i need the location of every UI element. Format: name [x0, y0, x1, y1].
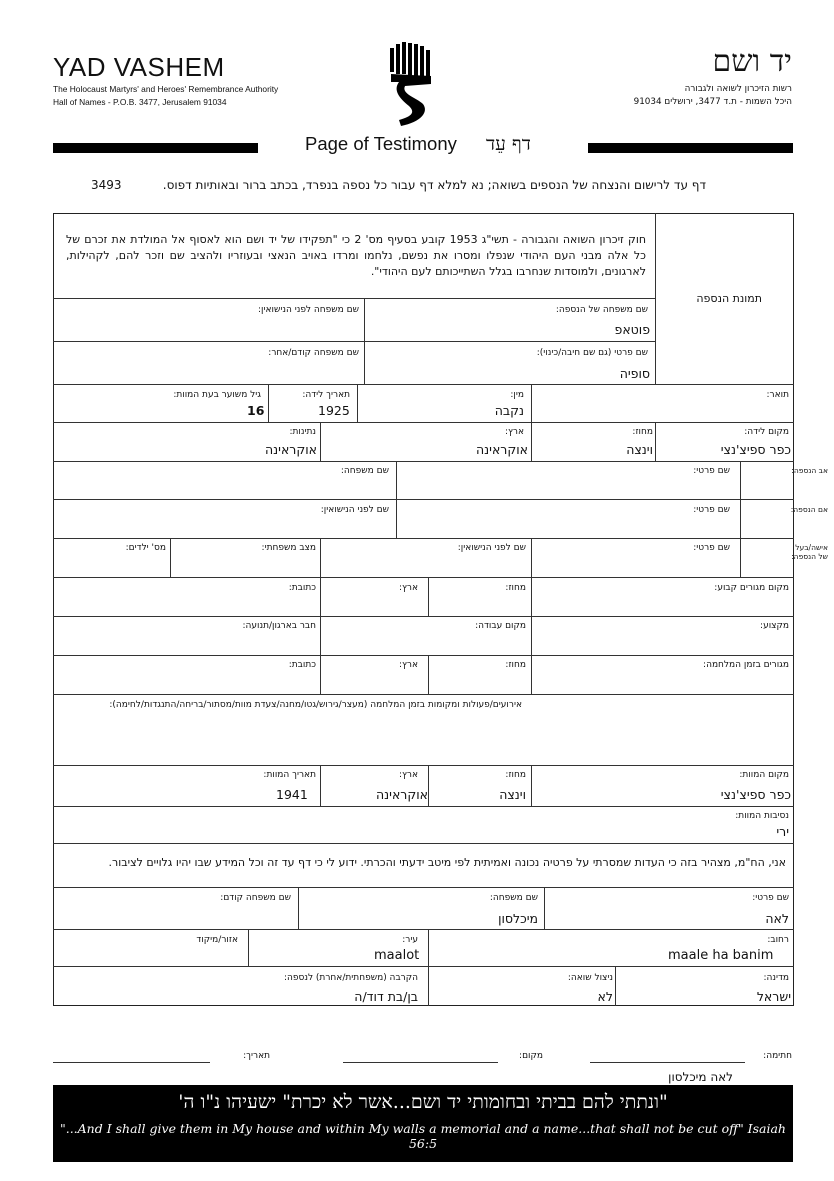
- divider: [428, 929, 429, 966]
- residence-district-label: מחוז:: [505, 583, 526, 593]
- victim-first-name-field[interactable]: סופיה: [619, 366, 650, 381]
- divider: [53, 966, 794, 967]
- submitter-first-name-label: שם פרטי:: [752, 893, 789, 903]
- victim-title-label: תואר:: [766, 390, 789, 400]
- org-address-he: היכל השמות - ת.ד 3477, ירושלים 91034: [633, 97, 792, 107]
- page-title-en: Page of Testimony: [305, 133, 457, 154]
- submitter-previous-name-label: שם משפחה קודם:: [220, 893, 291, 903]
- residence-address-label: כתובת:: [288, 583, 316, 593]
- victim-birthdate-label: תאריך לידה:: [302, 390, 350, 400]
- father-label: אב הנספה:: [791, 466, 828, 475]
- victim-first-name-label: שם פרטי (גם שם חיבה/כינוי):: [536, 348, 648, 358]
- submitter-first-name-field[interactable]: לאה: [765, 911, 789, 926]
- survivor-label: ניצול שואה:: [567, 973, 613, 983]
- signature-name: לאה מיכלסון: [668, 1070, 733, 1084]
- death-date-field[interactable]: 1941: [276, 787, 308, 802]
- death-country-field[interactable]: אוקראינה: [375, 787, 428, 802]
- mother-maiden-name-label: שם לפני הנישואין:: [320, 505, 389, 515]
- divider: [531, 616, 532, 655]
- wartime-country-label: ארץ:: [399, 660, 418, 670]
- divider: [268, 384, 269, 422]
- signature-line[interactable]: [590, 1062, 745, 1063]
- submitter-last-name-field[interactable]: מיכלסון: [498, 911, 538, 926]
- date-line[interactable]: [53, 1062, 210, 1063]
- marital-status-label: מצב משפחתי:: [261, 543, 316, 553]
- father-last-name-label: שם משפחה:: [340, 466, 389, 476]
- org-subtitle-en: The Holocaust Martyrs' and Heroes' Remembrance Authority: [53, 84, 279, 94]
- wartime-residence-label: מגורים בזמן המלחמה:: [703, 660, 789, 670]
- divider: [298, 887, 299, 929]
- death-district-label: מחוז:: [505, 770, 526, 780]
- wartime-district-label: מחוז:: [505, 660, 526, 670]
- death-place-label: מקום המוות:: [739, 770, 789, 780]
- divider: [53, 843, 794, 844]
- victim-gender-field[interactable]: נקבה: [494, 403, 524, 418]
- divider: [544, 887, 545, 929]
- divider: [428, 655, 429, 694]
- children-count-label: מס' ילדים:: [125, 543, 166, 553]
- page-number: 3493: [91, 178, 122, 192]
- divider: [53, 694, 794, 695]
- submitter-city-label: עיר:: [402, 935, 418, 945]
- death-place-field[interactable]: כפר ספיצ'נצי: [720, 787, 791, 802]
- wartime-events-label: אירועים/פעולות ומקומות בזמן המלחמה (מעצר/גירוש/גטו/מחנה/צעדת מוות/מסתור/בריחה/התנגדות/לחימה):: [109, 700, 522, 710]
- death-circumstances-label: נסיבות המוות:: [735, 811, 789, 821]
- divider: [615, 966, 616, 1006]
- page-title-he: דף עֵד: [486, 133, 531, 155]
- divider: [170, 538, 171, 577]
- law-text: חוק זיכרון השואה והגבורה - תשי"ג 1953 קובע בסעיף מס' 2 כי "תפקידו של יד ושם הוא לאסוף אל המולדת את זכרם של כל אלה מבני העם היהודי שנפלו ומסרו את נפשם, נלחמו ומרדו באויב הנאצי ובעוזריו ולהציב שם וזכר להם, לקהילות, לארגונים, ולמוסדות שנחרבו בגלל השתייכותם לעם היהודי".: [66, 233, 647, 278]
- divider: [740, 538, 741, 577]
- divider: [53, 298, 655, 299]
- permanent-residence-label: מקום מגורים קבוע:: [714, 583, 789, 593]
- divider: [320, 765, 321, 806]
- victim-previous-name-label: שם משפחה קודם/אחר:: [268, 348, 359, 358]
- victim-age-label: גיל משוער בעת המוות:: [173, 390, 261, 400]
- divider: [531, 422, 532, 461]
- divider: [320, 422, 321, 461]
- divider: [53, 461, 794, 462]
- victim-age-field[interactable]: 16: [247, 403, 265, 418]
- birthplace-label: מקום לידה:: [744, 427, 789, 437]
- header-rule-left: [53, 143, 258, 153]
- divider: [53, 499, 794, 500]
- divider: [428, 765, 429, 806]
- victim-maiden-name-label: שם משפחה לפני הנישואין:: [258, 305, 359, 315]
- divider: [531, 538, 532, 577]
- header-rule-right: [588, 143, 793, 153]
- nationality-label: נתינות:: [289, 427, 316, 437]
- divider: [531, 655, 532, 694]
- submitter-zip-label: אזור/מיקוד: [196, 935, 238, 945]
- divider: [531, 384, 532, 422]
- submitter-country-label: מדינה:: [763, 973, 789, 983]
- signature-label: חתימה:: [763, 1051, 792, 1061]
- victim-birthdate-field[interactable]: 1925: [318, 403, 350, 418]
- divider: [320, 616, 321, 655]
- profession-label: מקצוע:: [760, 621, 789, 631]
- form-instructions: דף עד לרישום והנצחה של הנספים בשואה; נא למלא דף עבור כל נספה בנפרד, בכתב ברור ובאותיות דפוס.: [162, 178, 706, 192]
- submitter-country-field[interactable]: ישראל: [756, 989, 791, 1004]
- birth-country-field[interactable]: אוקראינה: [475, 442, 528, 457]
- divider: [248, 929, 249, 966]
- death-date-label: תאריך המוות:: [263, 770, 316, 780]
- spouse-maiden-name-label: שם לפני הנישואין:: [457, 543, 526, 553]
- birth-district-label: מחוז:: [632, 427, 653, 437]
- org-name-en: YAD VASHEM: [53, 52, 225, 82]
- divider: [53, 887, 794, 888]
- father-first-name-label: שם פרטי:: [693, 466, 730, 476]
- relation-field[interactable]: בן/בת דוד/ה: [354, 989, 418, 1004]
- victim-photo-slot[interactable]: [655, 214, 793, 384]
- survivor-field[interactable]: לא: [597, 989, 613, 1004]
- divider: [320, 577, 321, 616]
- organization-member-label: חבר בארגון/תנועה:: [242, 621, 316, 631]
- nationality-field[interactable]: אוקראינה: [264, 442, 317, 457]
- divider: [53, 765, 794, 766]
- submitter-city-field[interactable]: maalot: [374, 948, 420, 963]
- divider: [53, 577, 794, 578]
- org-address-en: Hall of Names - P.O.B. 3477, Jerusalem 91034: [53, 97, 227, 107]
- divider: [53, 341, 655, 342]
- spouse-first-name-label: שם פרטי:: [693, 543, 730, 553]
- mother-first-name-label: שם פרטי:: [693, 505, 730, 515]
- birth-country-label: ארץ:: [505, 427, 524, 437]
- submitter-last-name-label: שם משפחה:: [489, 893, 538, 903]
- relation-label: הקרבה (משפחתית/אחרת) לנספה:: [283, 973, 418, 983]
- workplace-label: מקום עבודה:: [475, 621, 526, 631]
- divider: [53, 929, 794, 930]
- divider: [531, 577, 532, 616]
- residence-country-label: ארץ:: [399, 583, 418, 593]
- declaration-text: אני, הח"מ, מצהיר בזה כי העדות שמסרתי על פרטיה נכונה ואמיתית לפי מיטב ידעתי והכרתי. ידוע לי כי דף עד זה וכל המידע שבו יהיו גלויים לציבור.: [108, 856, 786, 869]
- divider: [320, 538, 321, 577]
- divider: [53, 422, 794, 423]
- place-line[interactable]: [343, 1062, 498, 1063]
- birthplace-field[interactable]: כפר ספיצ'נצי: [720, 442, 791, 457]
- footer-verse-he: "ונתתי להם בביתי ובחומותי יד ושם...אשר לא יכרת" ישעיהו נ"ו ה': [178, 1091, 668, 1113]
- submitter-street-field[interactable]: maale ha banim: [668, 948, 774, 963]
- birth-district-field[interactable]: וינצה: [626, 442, 653, 457]
- divider: [357, 384, 358, 422]
- org-name-he: יד ושם: [712, 44, 792, 79]
- death-district-field[interactable]: וינצה: [499, 787, 526, 802]
- divider: [53, 806, 794, 807]
- photo-label: תמונת הנספה: [696, 292, 762, 305]
- divider: [655, 422, 656, 461]
- footer-verse-en: "...And I shall give them in My house and within My walls a memorial and a name...that shall not be cut off" Isaiah 56:5: [59, 1121, 786, 1151]
- wartime-address-label: כתובת:: [288, 660, 316, 670]
- victim-last-name-label: שם משפחה של הנספה:: [555, 305, 648, 315]
- divider: [53, 538, 794, 539]
- victim-gender-label: מין:: [510, 390, 524, 400]
- divider: [53, 616, 794, 617]
- divider: [53, 655, 794, 656]
- place-label: מקום:: [519, 1051, 543, 1061]
- death-country-label: ארץ:: [399, 770, 418, 780]
- submitter-street-label: רחוב:: [767, 935, 789, 945]
- divider: [320, 655, 321, 694]
- divider: [428, 577, 429, 616]
- victim-last-name-field[interactable]: פוטאפ: [614, 322, 650, 337]
- death-circumstances-field[interactable]: ירי: [776, 824, 789, 839]
- divider: [53, 384, 794, 385]
- footer-verse-banner: [53, 1085, 793, 1162]
- spouse-label: אישה/בעל של הנספה:: [791, 543, 828, 561]
- mother-label: אם הנספה:: [790, 505, 828, 514]
- org-subtitle-he: רשות הזיכרון לשואה ולגבורה: [684, 84, 792, 94]
- divider: [428, 966, 429, 1006]
- divider: [531, 765, 532, 806]
- date-label: תאריך:: [243, 1051, 270, 1061]
- yad-vashem-logo-icon: [387, 42, 437, 128]
